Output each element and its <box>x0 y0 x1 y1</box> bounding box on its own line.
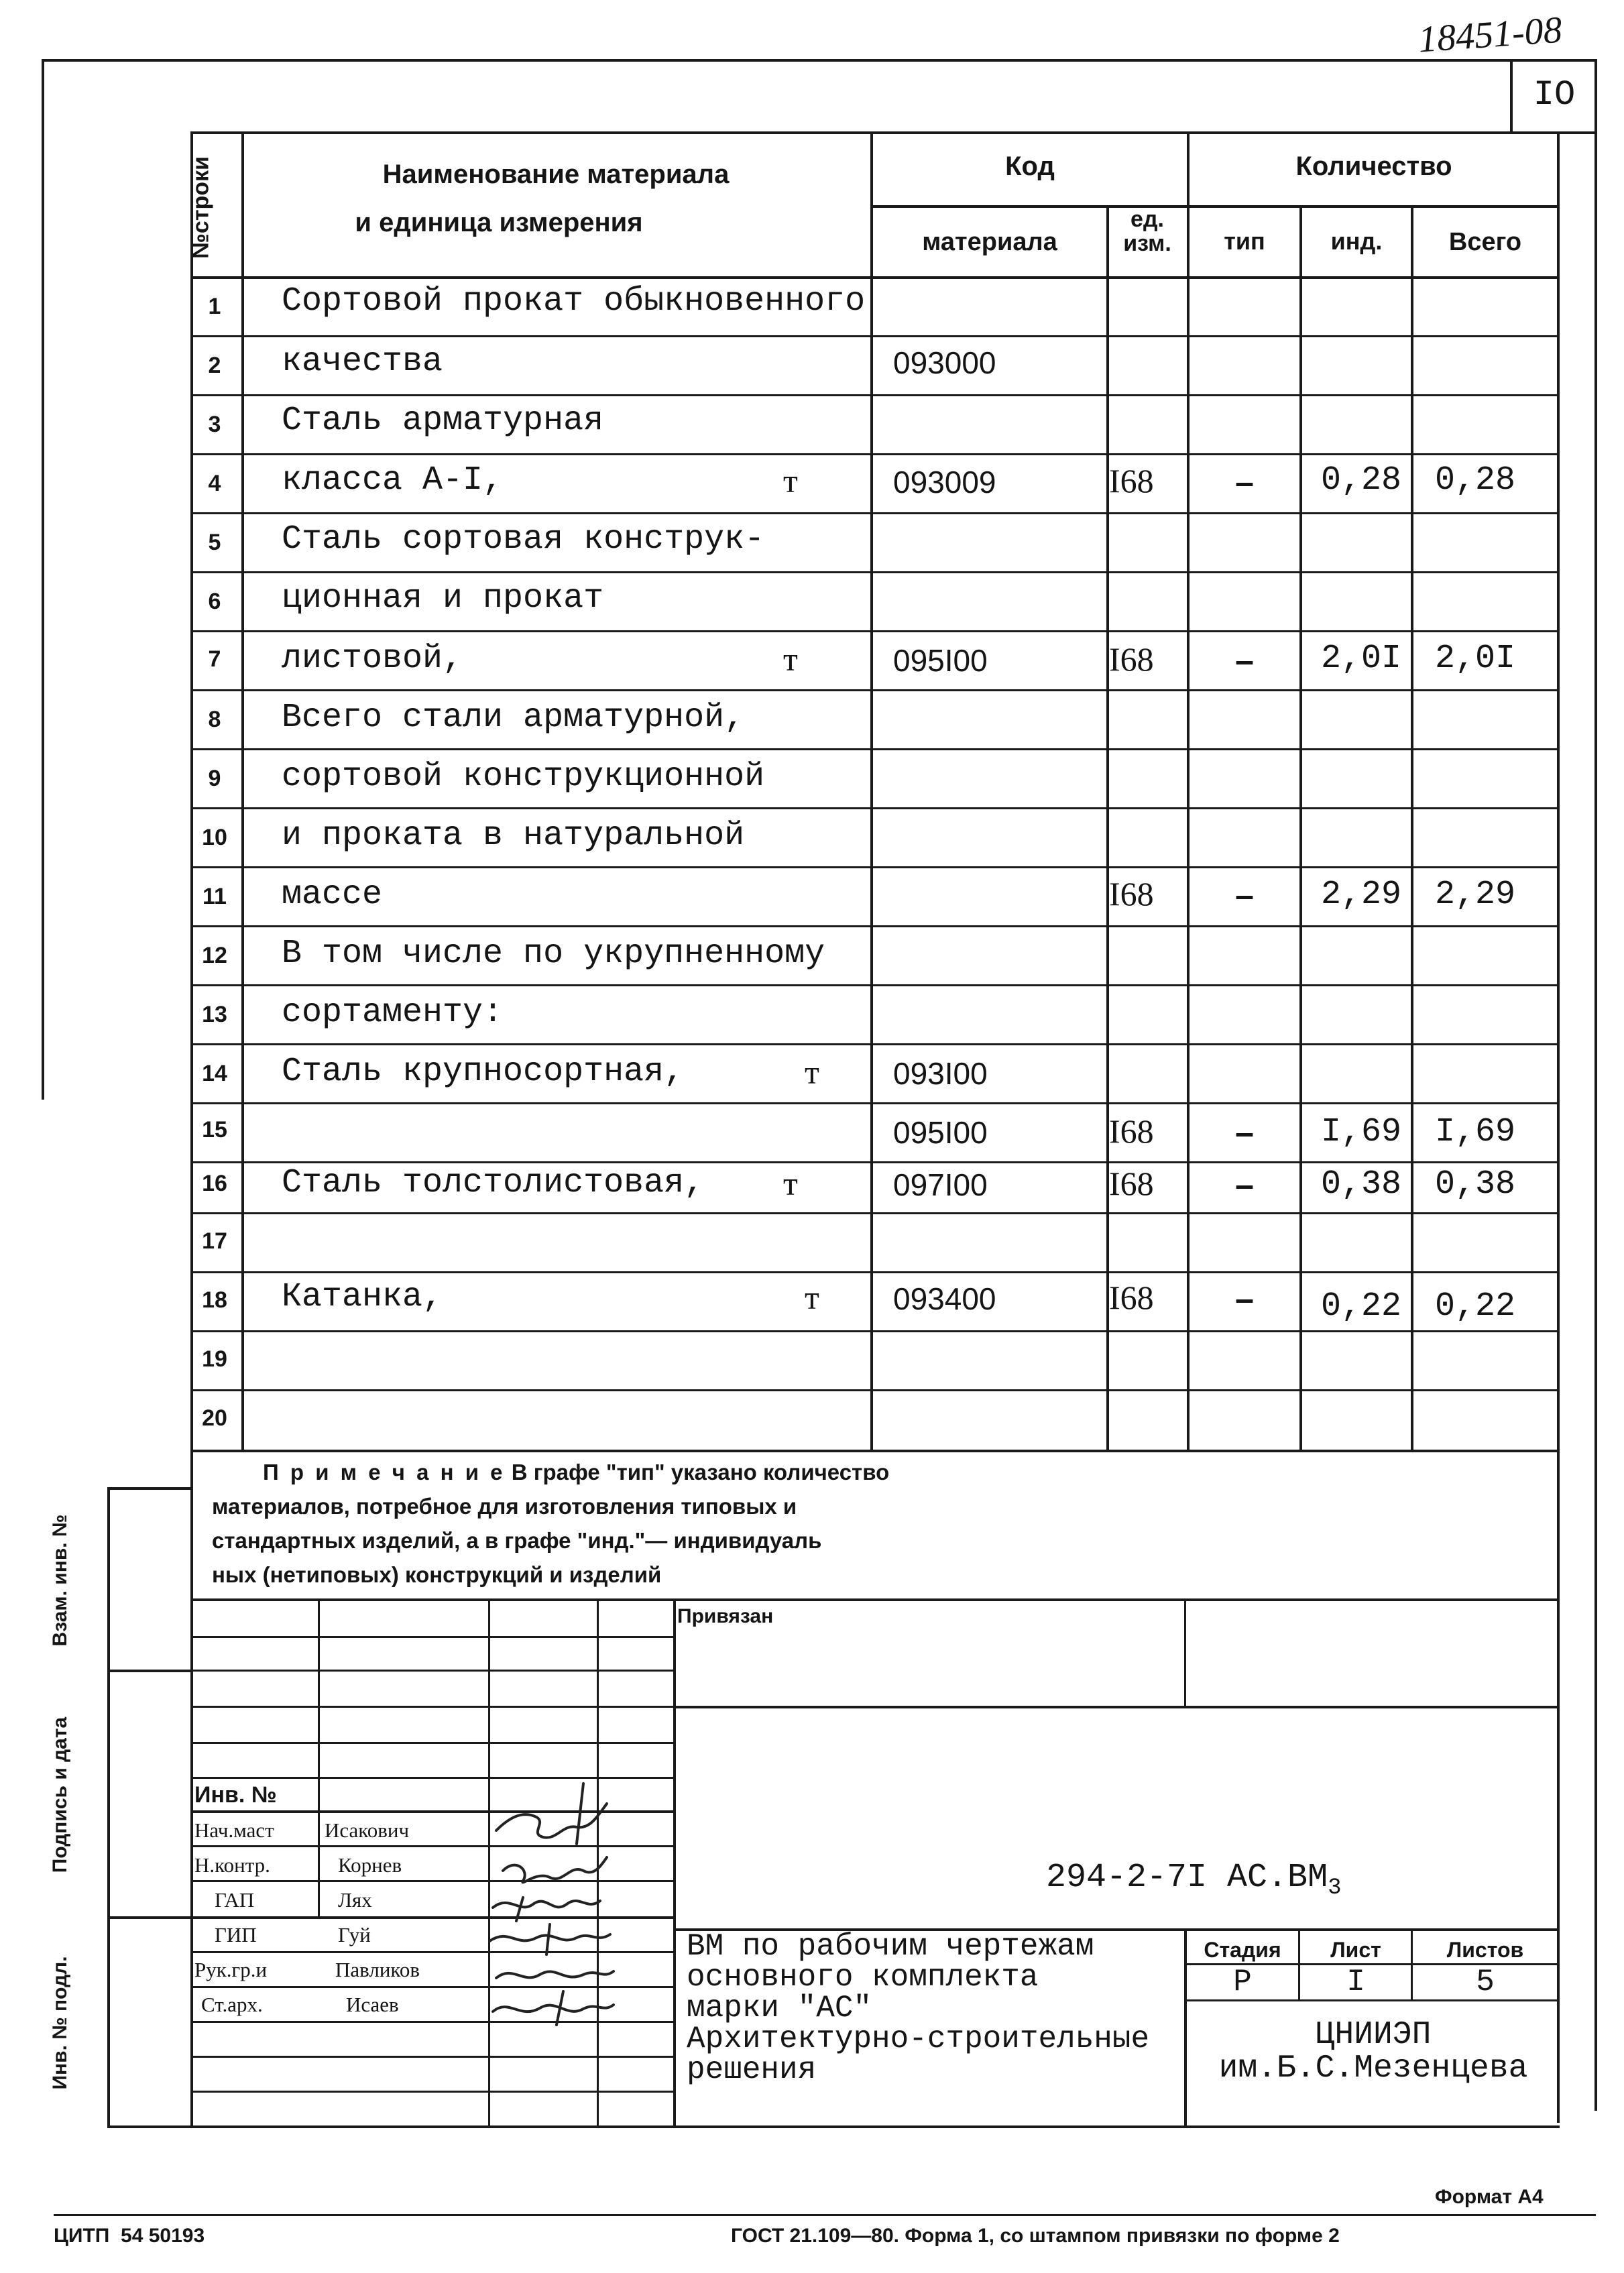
row-qty-total: 2,0I <box>1434 640 1515 678</box>
title-line: основного комплекта <box>687 1960 1039 1995</box>
person-name: Исаев <box>346 1993 399 2016</box>
row-number: 15 <box>202 1117 227 1143</box>
note-line3: стандартных изделий, а в графе "инд."— индивидуаль <box>212 1528 822 1554</box>
signature-3 <box>493 1898 600 1921</box>
row-material-name: Сталь арматурная <box>282 402 604 440</box>
row-qty-ind: 0,22 <box>1320 1287 1401 1326</box>
row-material-code: 093009 <box>893 465 996 500</box>
row-material-name: массе <box>282 876 383 914</box>
row-qty-ind: 2,29 <box>1320 876 1401 914</box>
privyazan-label: Привязан <box>677 1605 774 1627</box>
row-number: 9 <box>208 766 221 791</box>
row-number: 16 <box>202 1171 227 1196</box>
org-line1: ЦНИИЭП <box>1315 2017 1432 2053</box>
role-label: Н.контр. <box>194 1853 270 1877</box>
row-qty-type: – <box>1235 463 1254 501</box>
signature-6 <box>493 1991 614 2025</box>
row-unit-code: I68 <box>1109 1279 1154 1316</box>
archive-number: 18451-08 <box>1417 9 1564 61</box>
header-code: Код <box>1005 152 1055 181</box>
row-number: 19 <box>202 1346 227 1372</box>
header-material-name-1: Наименование материала <box>382 160 730 189</box>
row-qty-type: – <box>1235 876 1254 914</box>
title-line: марки "АС" <box>687 1991 872 2026</box>
sheets-label: Листов <box>1446 1938 1524 1962</box>
footer-left: ЦИТП 54 50193 <box>54 2225 205 2247</box>
row-qty-type: – <box>1235 642 1254 679</box>
header-code-material: материала <box>922 228 1057 256</box>
row-number: 17 <box>202 1228 227 1254</box>
row-material-name: качества <box>282 343 443 381</box>
row-material-code: 095I00 <box>893 643 988 678</box>
inv-no-label: Инв. № <box>194 1782 277 1808</box>
signature-2 <box>503 1857 607 1882</box>
row-number: 1 <box>208 294 221 319</box>
sheet-value: I <box>1346 1965 1365 1999</box>
header-row-no: №строки <box>188 156 214 259</box>
row-material-name: Сталь сортовая конструк- <box>282 520 765 559</box>
row-qty-ind: I,69 <box>1320 1113 1401 1151</box>
signatures <box>483 1770 624 2038</box>
row-number: 12 <box>202 943 227 968</box>
person-name: Гуй <box>338 1923 371 1946</box>
row-qty-total: 2,29 <box>1434 876 1515 914</box>
row-number: 4 <box>208 471 221 496</box>
role-label: Ст.арх. <box>201 1993 263 2016</box>
signature-1 <box>496 1784 607 1844</box>
row-qty-ind: 0,28 <box>1320 461 1401 500</box>
org-line2: им.Б.С.Мезенцева <box>1218 2050 1528 2087</box>
note <box>212 1455 1218 1592</box>
header-code-unit: ед. изм. <box>1123 207 1171 256</box>
row-number: 11 <box>202 884 227 909</box>
sheet-label: Лист <box>1330 1938 1381 1962</box>
row-qty-total: 0,22 <box>1434 1287 1515 1326</box>
row-qty-type: – <box>1235 1280 1254 1318</box>
title-line: решения <box>687 2052 817 2087</box>
row-material-code: 095I00 <box>893 1115 988 1150</box>
designation-sub: 3 <box>1328 1875 1342 1901</box>
person-name: Исакович <box>325 1818 410 1842</box>
row-unit-code: I68 <box>1109 462 1154 500</box>
row-unit-code: I68 <box>1109 640 1154 678</box>
stage-value: Р <box>1233 1965 1252 1999</box>
row-unit-code: I68 <box>1109 875 1154 913</box>
role-label: Нач.маст <box>194 1818 274 1842</box>
row-qty-total: 0,28 <box>1434 461 1515 500</box>
row-number: 7 <box>208 646 221 672</box>
row-material-code: 093I00 <box>893 1056 988 1091</box>
row-unit-label: т <box>783 1165 798 1202</box>
row-number: 6 <box>208 589 221 614</box>
title-line: ВМ по рабочим чертежам <box>687 1929 1094 1964</box>
row-material-name: Сталь крупносортная, <box>282 1053 685 1091</box>
row-unit-label: т <box>805 1279 819 1316</box>
side-label-inv: Инв. № подл. <box>49 1956 71 2090</box>
row-material-name: класса А-I, <box>282 461 504 500</box>
row-number: 13 <box>202 1002 227 1027</box>
row-number: 18 <box>202 1287 227 1313</box>
row-number: 5 <box>208 530 221 555</box>
row-unit-label: т <box>783 640 798 678</box>
sheets-value: 5 <box>1476 1965 1495 1999</box>
header-qty-ind: инд. <box>1330 227 1383 255</box>
page-number: IO <box>1533 75 1576 115</box>
row-qty-type: – <box>1235 1114 1254 1151</box>
row-number: 8 <box>208 707 221 732</box>
row-qty-ind: 2,0I <box>1320 640 1401 678</box>
role-label: ГАП <box>215 1888 255 1912</box>
note-line4: ных (нетиповых) конструкций и изделий <box>212 1562 662 1588</box>
footer-gost: ГОСТ 21.109—80. Форма 1, со штампом привязки по форме 2 <box>731 2225 1340 2247</box>
row-material-name: Катанка, <box>282 1278 443 1316</box>
row-material-code: 093400 <box>893 1281 996 1316</box>
header-qty-total: Всего <box>1448 228 1522 256</box>
note-label: П р и м е ч а н и е <box>263 1460 506 1484</box>
row-material-name: В том числе по укрупненному <box>282 935 825 973</box>
row-unit-code: I68 <box>1109 1165 1154 1202</box>
signature-4 <box>489 1924 610 1955</box>
person-name: Лях <box>338 1888 372 1912</box>
row-qty-total: 0,38 <box>1434 1165 1515 1204</box>
header-material-name-2: и единица измерения <box>355 208 643 237</box>
signature-5 <box>496 1971 614 1978</box>
organization <box>1187 2018 1560 2086</box>
side-label-vzam: Взам. инв. № <box>49 1514 71 1647</box>
row-unit-label: т <box>805 1053 819 1091</box>
designation-code: 294-2-7I АС.ВМ <box>1046 1859 1328 1897</box>
note-line2: материалов, потребное для изготовления типовых и <box>212 1494 797 1519</box>
row-qty-ind: 0,38 <box>1320 1165 1401 1204</box>
footer-format: Формат А4 <box>1435 2186 1544 2208</box>
person-name: Павликов <box>335 1958 420 1981</box>
person-name: Корнев <box>338 1853 402 1877</box>
row-material-name: ционная и прокат <box>282 579 604 618</box>
row-number: 14 <box>202 1061 227 1086</box>
row-number: 3 <box>208 412 221 437</box>
designation <box>1046 1859 1341 1901</box>
title-line: Архитектурно-строительные <box>687 2022 1150 2056</box>
row-material-code: 093000 <box>893 345 996 380</box>
role-label: Рук.гр.и <box>194 1958 268 1981</box>
header-qty-type: тип <box>1224 227 1265 255</box>
row-number: 10 <box>202 825 227 850</box>
row-material-name: сортовой конструкционной <box>282 758 765 796</box>
side-label-podpis: Подпись и дата <box>49 1716 71 1873</box>
row-material-name: Сортовой прокат обыкновенного <box>282 282 866 320</box>
role-label: ГИП <box>215 1923 257 1946</box>
row-material-name: листовой, <box>282 640 463 678</box>
row-number: 2 <box>208 353 221 378</box>
stage-label: Стадия <box>1204 1938 1281 1962</box>
row-material-name: Сталь толстолистовая, <box>282 1164 705 1202</box>
row-material-name: Всего стали арматурной, <box>282 699 745 737</box>
row-material-code: 097I00 <box>893 1167 988 1202</box>
row-material-name: и проката в натуральной <box>282 817 745 855</box>
row-unit-label: т <box>783 462 798 500</box>
document-title <box>687 1931 1149 2085</box>
header-quantity: Количество <box>1295 152 1452 181</box>
row-qty-type: – <box>1235 1166 1254 1204</box>
row-number: 20 <box>202 1405 227 1431</box>
row-material-name: сортаменту: <box>282 994 504 1032</box>
note-line1: В графе "тип" указано количество <box>511 1460 890 1484</box>
row-qty-total: I,69 <box>1434 1113 1515 1151</box>
row-unit-code: I68 <box>1109 1112 1154 1150</box>
